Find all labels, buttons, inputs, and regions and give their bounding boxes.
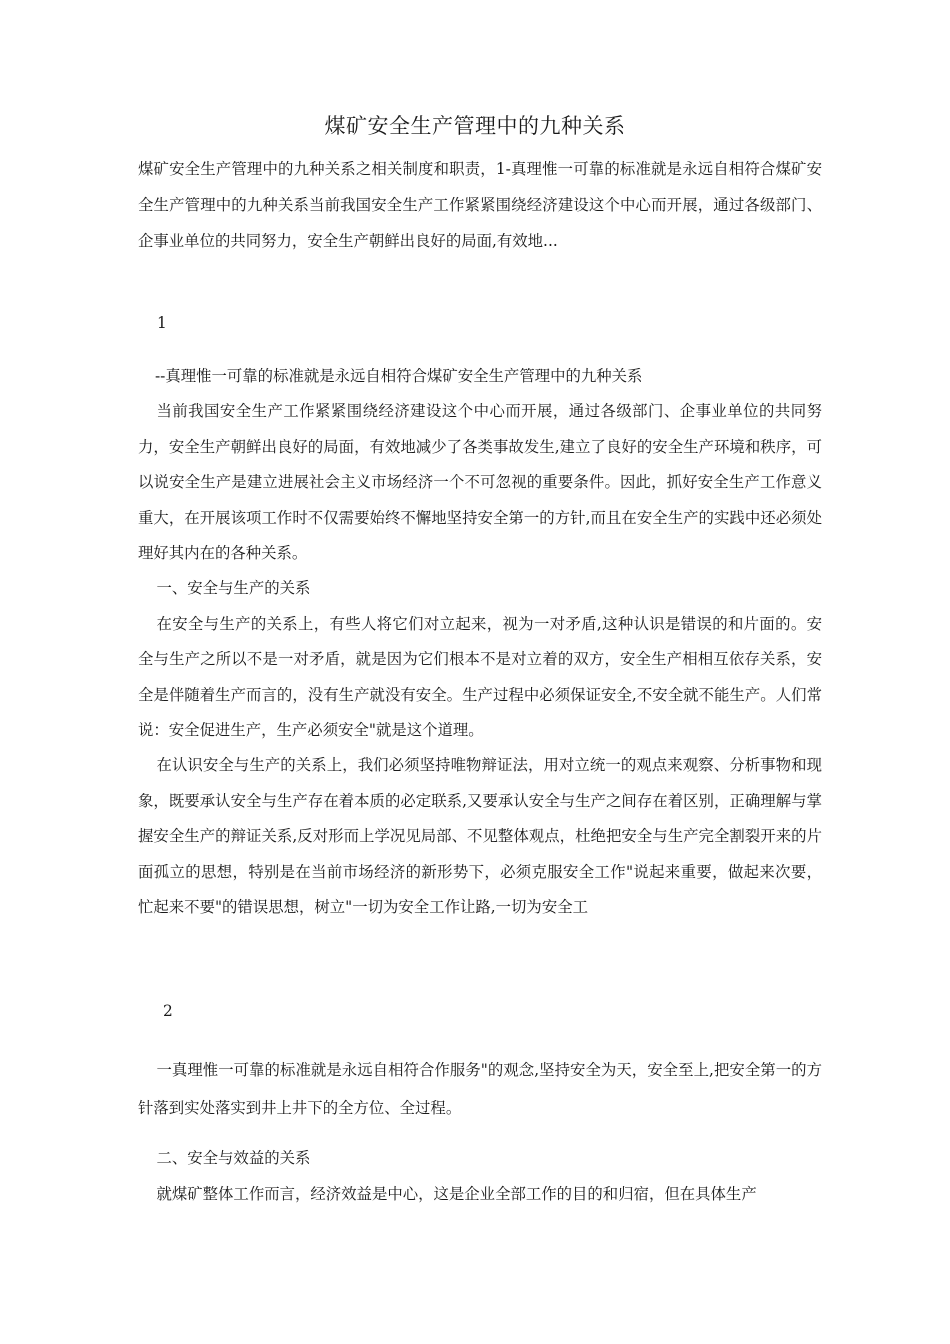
- page-number: 2: [163, 1002, 173, 1020]
- paragraph: 就煤矿整体工作而言，经济效益是中心，这是企业全部工作的目的和归宿，但在具体生产: [156, 1185, 757, 1203]
- section-header: --真理惟一可靠的标准就是永远自相符合煤矿安全生产管理中的九种关系: [154, 367, 643, 385]
- page-2-header: [138, 1051, 822, 1127]
- section-header: 一真理惟一可靠的标准就是永远自相符合作服务"的观念,坚持安全为天，安全至上,把安全第一的方针落到实处落实到井上井下的全方位、全过程。: [138, 1061, 822, 1117]
- paragraph: 当前我国安全生产工作紧紧围绕经济建设这个中心而开展，通过各级部门、企事业单位的共同努力，安全生产朝鲜出良好的局面，有效地减少了各类事故发生,建立了良好的安全生产环境和秩序，可以说安全生产是建立进展社会主义市场经济一个不可忽视的重要条件。因此，抓好安全生产工作意义重大，在开展该项工作时不仅需要始终不懈地坚持安全第一的方针,而且在安全生产的实践中还必须处理好其内在的各种关系。: [138, 402, 822, 563]
- page-number: 1: [157, 314, 167, 332]
- paragraph: 在安全与生产的关系上，有些人将它们对立起来，视为一对矛盾,这种认识是错误的和片面的。安全与生产之所以不是一对矛盾，就是因为它们根本不是对立着的双方，安全生产相相互依存关系，安全是伴随着生产而言的，没有生产就没有安全。生产过程中必须保证安全,不安全就不能生产。人们常说：安全促进生产，生产必须安全"就是这个道理。: [138, 614, 822, 740]
- paragraph: 在认识安全与生产的关系上，我们必须坚持唯物辩证法，用对立统一的观点来观察、分析事物和现象，既要承认安全与生产存在着本质的必定联系,又要承认安全与生产之间存在着区别，正确理解与掌握安全生产的辩证关系,反对形而上学况见局部、不见整体观点，杜绝把安全与生产完全割裂开来的片面孤立的思想，特别是在当前市场经济的新形势下，必须克服安全工作"说起来重要，做起来次要，忙起来不要"的错误思想，树立"一切为安全工作让路,一切为安全工: [138, 756, 822, 917]
- document-title: 煤矿安全生产管理中的九种关系: [324, 114, 626, 138]
- document-summary: 煤矿安全生产管理中的九种关系之相关制度和职责，1-真理惟一可靠的标准就是永远自相符合煤矿安全生产管理中的九种关系当前我国安全生产工作紧紧围绕经济建设这个中心而开展，通过各级部门、企事业单位的共同努力，安全生产朝鲜出良好的局面,有效地...: [138, 160, 822, 250]
- page-2-body: [138, 1140, 822, 1212]
- section-heading: 二、安全与效益的关系: [156, 1149, 311, 1167]
- page-1-body: [138, 359, 822, 926]
- section-heading: 一、安全与生产的关系: [156, 579, 311, 598]
